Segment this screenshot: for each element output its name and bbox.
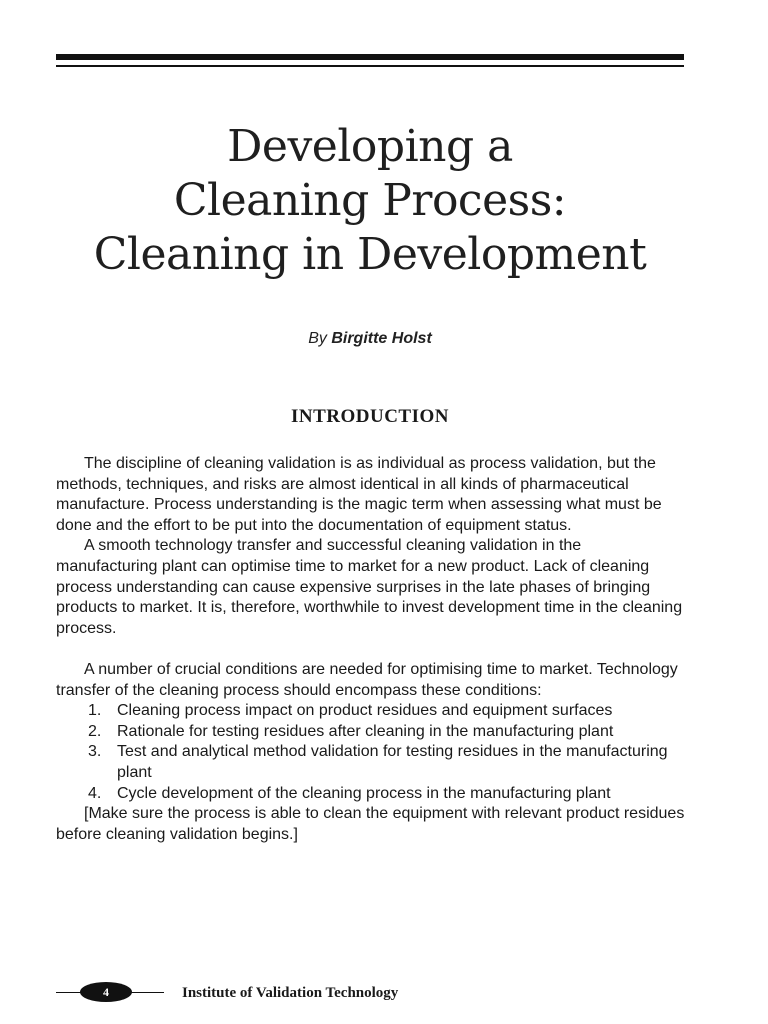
list-item bbox=[56, 742, 686, 783]
list-item-number: 2. bbox=[88, 722, 102, 740]
author-name: Birgitte Holst bbox=[331, 330, 432, 347]
title-line-2: Cleaning Process: bbox=[173, 175, 567, 226]
publisher-name: Institute of Validation Technology bbox=[182, 985, 399, 1001]
list-item bbox=[56, 784, 686, 805]
footer-rule-right bbox=[128, 992, 164, 993]
article-body bbox=[56, 454, 686, 845]
list-item-text: Cycle development of the cleaning process in the manufacturing plant bbox=[117, 784, 611, 802]
note-text: [Make sure the process is able to clean the equipment with relevant product residues before cleaning validation begins.] bbox=[56, 805, 685, 843]
title-line-3: Cleaning in Development bbox=[93, 229, 647, 280]
list-item-text: Test and analytical method validation for testing residues in the manufacturing plant bbox=[117, 743, 668, 781]
paragraph-1: The discipline of cleaning validation is as individual as process validation, but the methods, techniques, and risks are almost identical in all kinds of pharmaceutical manufacture. Process understanding is the magic term when assessing what must be done and the effort to be put into the documentation of equipment status. bbox=[56, 455, 662, 534]
list-item bbox=[56, 701, 686, 722]
paragraph-2: A smooth technology transfer and successful cleaning validation in the manufacturing plant can optimise time to market for a new product. Lack of cleaning process understanding can cause expensive surprises in the late phases of bringing products to market. It is, therefore, worthwhile to invest development time in the cleaning process. bbox=[56, 537, 683, 637]
header-rule-thin bbox=[56, 65, 684, 67]
list-item-number: 4. bbox=[88, 784, 102, 802]
paragraph-3: A number of crucial conditions are needed for optimising time to market. Technology transfer of the cleaning process should encompass these conditions: bbox=[56, 660, 678, 699]
title-line-1: Developing a bbox=[227, 121, 513, 172]
byline bbox=[0, 330, 740, 348]
list-item-number: 3. bbox=[88, 743, 102, 761]
list-item bbox=[56, 722, 686, 743]
conditions-list bbox=[56, 701, 686, 804]
byline-prefix: By bbox=[308, 330, 327, 347]
page-number: 4 bbox=[80, 982, 132, 1002]
section-heading: INTRODUCTION bbox=[290, 406, 450, 427]
header-rule-thick bbox=[56, 54, 684, 60]
note-paragraph bbox=[56, 804, 686, 845]
list-item-number: 1. bbox=[88, 702, 102, 720]
article-title bbox=[0, 120, 740, 282]
list-item-text: Rationale for testing residues after cleaning in the manufacturing plant bbox=[117, 722, 614, 740]
list-item-text: Cleaning process impact on product residues and equipment surfaces bbox=[117, 702, 613, 720]
